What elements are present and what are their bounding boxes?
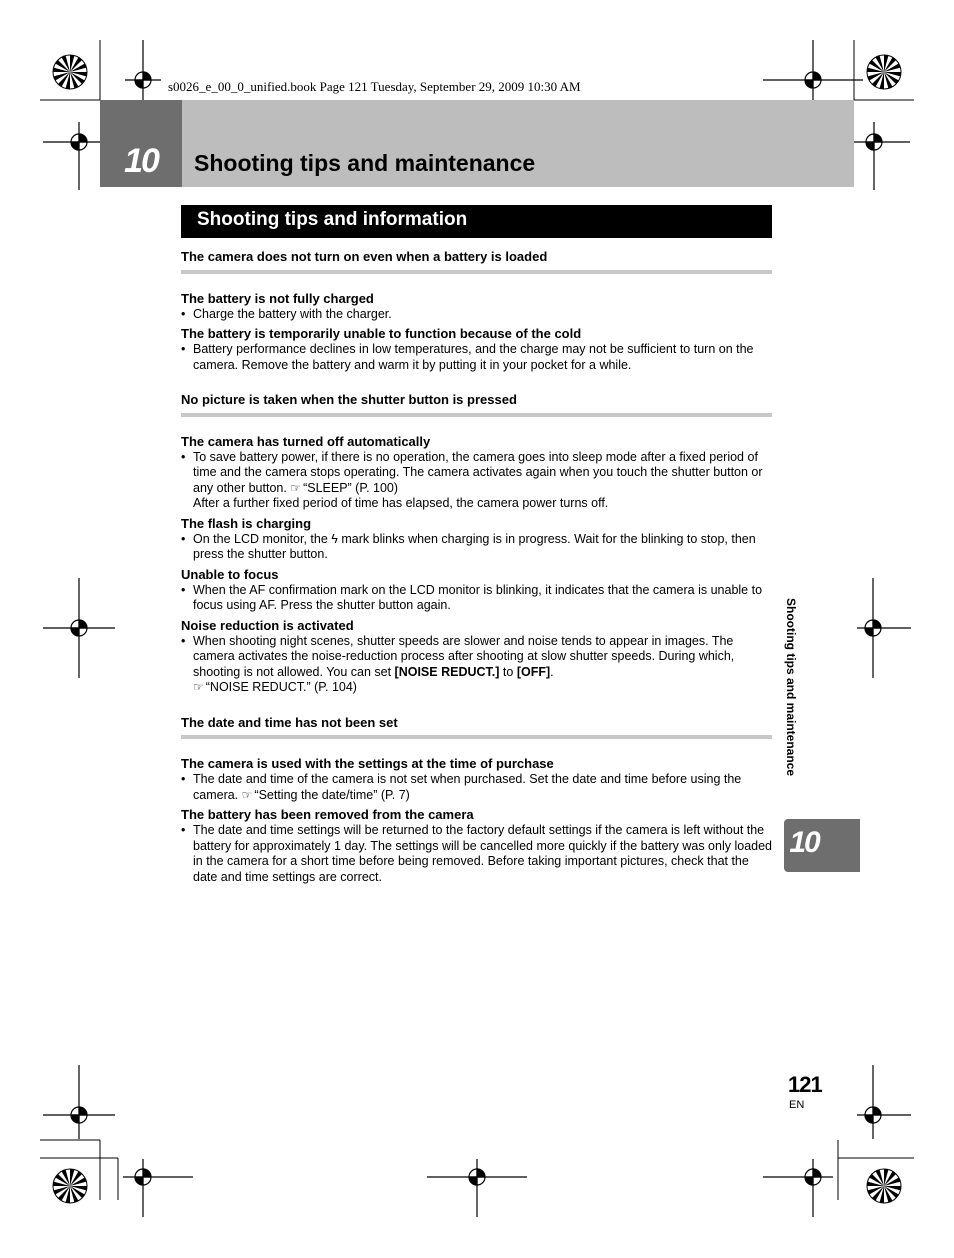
bullet-item [181,532,772,563]
bullet-item [181,307,772,323]
cause-heading: Unable to focus [181,566,279,582]
cause-heading: The flash is charging [181,515,312,531]
language-code: EN [789,1099,805,1111]
reference-hand-icon: ☞ [290,480,302,495]
bullet-text: To save battery power, if there is no operation, the camera goes into sleep mode after a fixed period of time and the camera stops operating. The camera activates again when you touch the shutter button or any other button. [193,449,763,495]
problem-group [181,390,772,696]
cause-heading: Noise reduction is activated [181,617,354,633]
bullet-continuation: After a further fixed period of time has elapsed, the camera power turns off. [193,496,609,510]
setting-value: [OFF] [516,664,551,679]
cause-heading: The battery is not fully charged [181,290,374,306]
bullet-item [181,772,772,803]
reference-link[interactable]: “Setting the date/time” (P. 7) [254,787,410,802]
problem-heading: The camera does not turn on even when a battery is loaded [181,247,772,274]
bullet-item [181,823,772,885]
bullet-icon: • [181,582,186,597]
starburst-target-icon [867,1169,901,1203]
side-tab-number: 10 [789,826,819,859]
bullet-icon: • [181,772,186,786]
bullet-icon: • [181,342,186,356]
troubleshooting-content [181,247,772,902]
reference-hand-icon: ☞ [241,787,253,802]
bullet-item [181,583,772,614]
flash-icon: ϟ [331,531,338,546]
bullet-icon: • [181,306,186,321]
bullet-text: Charge the battery with the charger. [193,306,392,321]
starburst-target-icon [867,55,901,89]
bullet-item [181,450,772,512]
chapter-number: 10 [124,142,158,180]
chapter-title: Shooting tips and maintenance [194,150,536,176]
problem-heading: No picture is taken when the shutter button is pressed [181,390,772,417]
bullet-text: When shooting night scenes, shutter speeds are slower and noise tends to appear in images. The camera activates the noise-reduction process after shooting at slow shutter speeds. During which, shooting is not allowed. You can set [193,633,735,679]
bullet-icon: • [181,449,186,464]
cause-heading: The camera is used with the settings at the time of purchase [181,756,554,771]
bullet-text: On the LCD monitor, the [193,531,328,546]
side-tab-label-text: Shooting tips and maintenance [784,598,798,777]
problem-heading: The date and time has not been set [181,713,772,740]
bullet-icon: • [181,633,186,648]
bullet-text: When the AF confirmation mark on the LCD monitor is blinking, it indicates that the camera is unable to focus using AF. Press the shutter button again. [193,582,763,612]
bullet-item [181,342,772,373]
bullet-text: The date and time of the camera is not set when purchased. Set the date and time before using the camera. [193,772,742,802]
side-tab-label [782,598,802,813]
reference-hand-icon: ☞ [193,680,204,694]
cause-heading: The camera has turned off automatically [181,433,431,449]
bullet-icon: • [181,531,186,546]
page-number: 121 [788,1072,822,1097]
print-header: s0026_e_00_0_unified.book Page 121 Tuesday, September 29, 2009 10:30 AM [168,79,581,94]
bullet-text: The date and time settings will be returned to the factory default settings if the camera is left without the battery for approximately 1 day. The settings will be cancelled more quickly if the battery was only loaded in the camera for a short time before being removed. Before taking important pictures, check that the date and time settings are correct. [193,823,772,884]
reference-link[interactable]: “SLEEP” (P. 100) [303,480,399,495]
cause-heading: The battery is temporarily unable to function because of the cold [181,326,582,341]
bullet-text: mark blinks when charging is in progress. Wait for the blinking to stop, then press the shutter button. [193,531,756,561]
problem-group [181,247,772,373]
bullet-icon: • [181,823,186,837]
cause-heading: The battery has been removed from the camera [181,807,474,822]
setting-name: [NOISE REDUCT.] [394,664,500,679]
problem-group [181,713,772,886]
period: . [550,664,554,679]
section-title: Shooting tips and information [197,209,468,230]
reference-link[interactable]: “NOISE REDUCT.” (P. 104) [205,680,357,694]
starburst-target-icon [53,55,87,89]
bullet-text: Battery performance declines in low temperatures, and the charge may not be sufficient to turn on the camera. Remove the battery and warm it by putting it in your pocket for a while. [193,342,754,372]
bullet-item [181,634,772,696]
connector-text: to [502,664,514,679]
starburst-target-icon [53,1169,87,1203]
